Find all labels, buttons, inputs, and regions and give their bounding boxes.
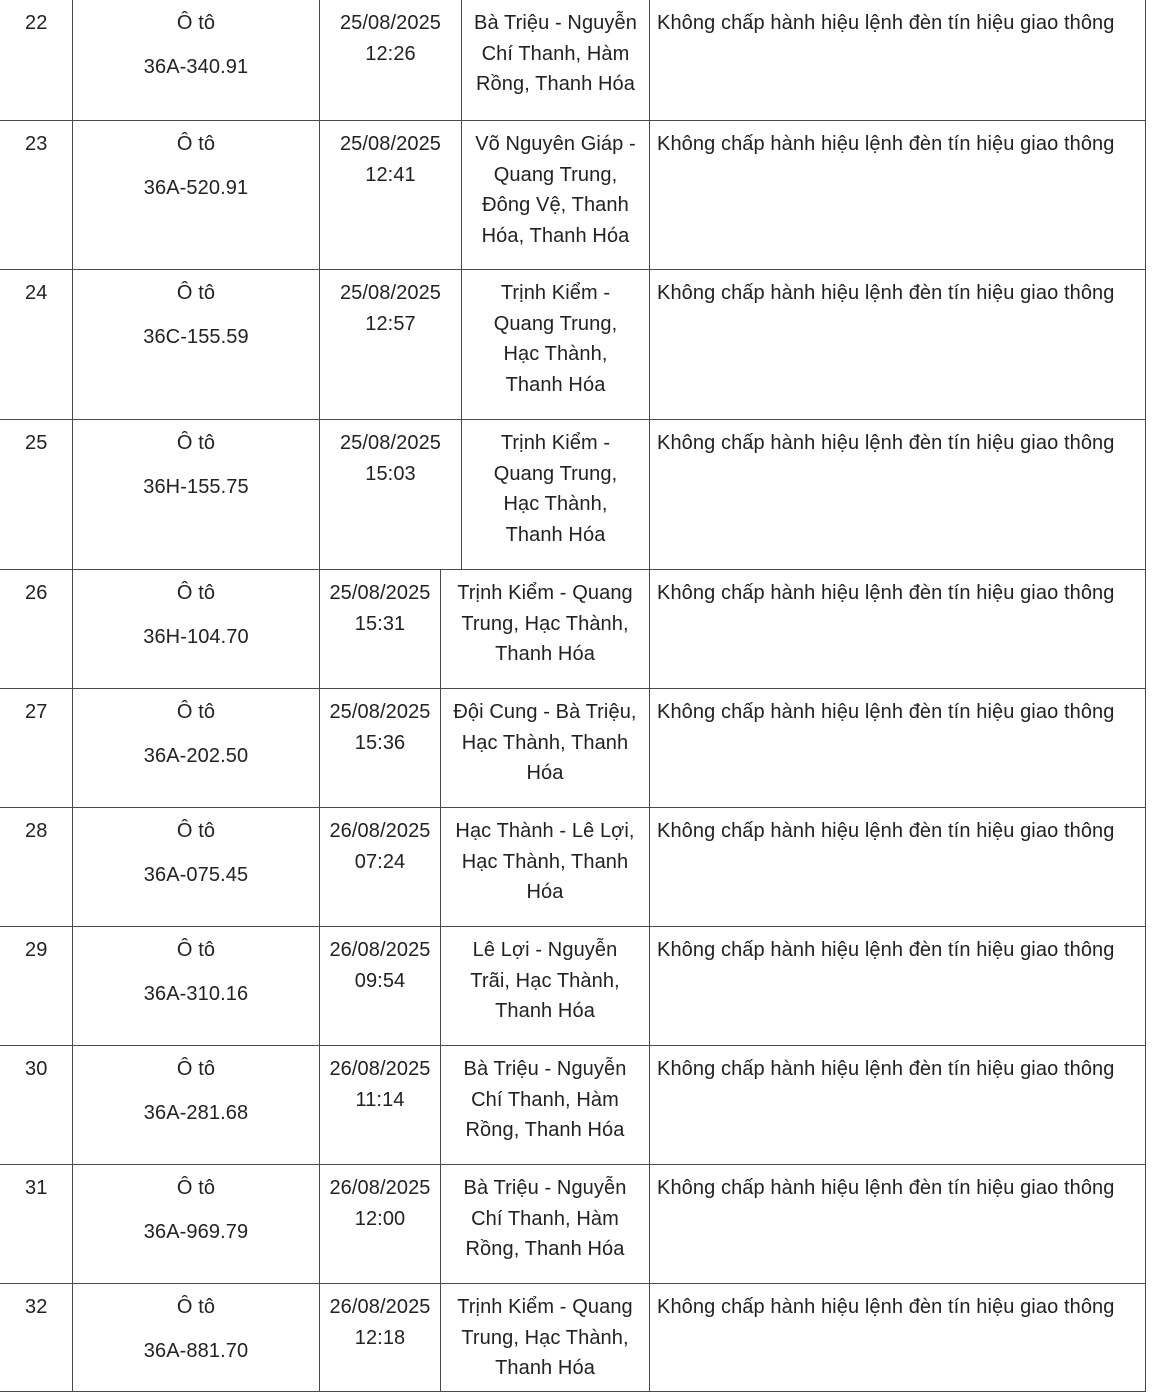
location-line: Rồng, Thanh Hóa xyxy=(475,73,636,95)
violation-time: 11:14 xyxy=(355,1088,405,1111)
table-row xyxy=(0,1046,1146,1165)
location-line: Rồng, Thanh Hóa xyxy=(465,1119,625,1141)
location-cell xyxy=(440,1165,649,1283)
location-line: Rồng, Thanh Hóa xyxy=(465,1238,625,1260)
violation-time: 15:36 xyxy=(354,731,406,754)
stt-cell xyxy=(0,1284,72,1391)
violation-text: Không chấp hành hiệu lệnh đèn tín hiệu giao thông xyxy=(657,701,1115,723)
stt-cell xyxy=(0,689,72,807)
location-line: Lê Lợi - Nguyễn xyxy=(472,939,618,961)
violation-cell xyxy=(649,420,1146,569)
vehicle-type: Ô tô xyxy=(176,282,216,304)
vehicle-cell xyxy=(72,570,319,688)
time-cell xyxy=(319,1046,440,1164)
row-number: 22 xyxy=(25,12,48,34)
vehicle-cell xyxy=(72,121,319,269)
table-right-border xyxy=(1145,420,1146,569)
time-cell xyxy=(319,1165,440,1283)
violation-time: 12:00 xyxy=(354,1207,406,1230)
license-plate: 36A-202.50 xyxy=(143,744,249,767)
license-plate: 36A-310.16 xyxy=(143,982,249,1005)
location-line: Trãi, Hạc Thành, xyxy=(470,969,620,992)
vehicle-cell xyxy=(72,270,319,419)
vehicle-cell xyxy=(72,420,319,569)
time-cell xyxy=(319,927,440,1045)
violation-time: 12:26 xyxy=(365,42,416,65)
violation-text: Không chấp hành hiệu lệnh đèn tín hiệu giao thông xyxy=(657,582,1115,604)
row-number: 23 xyxy=(25,133,48,155)
time-cell xyxy=(319,570,440,688)
location-line: Trung, Hạc Thành, xyxy=(461,612,629,635)
stt-cell xyxy=(0,1046,72,1164)
location-cell xyxy=(440,1284,649,1391)
license-plate: 36C-155.59 xyxy=(143,325,249,348)
table-row xyxy=(0,270,1146,420)
table-row xyxy=(0,1165,1146,1284)
license-plate: 36A-281.68 xyxy=(143,1101,249,1124)
location-line: Quang Trung, xyxy=(493,312,618,335)
location-line: Đội Cung - Bà Triệu, xyxy=(453,701,637,723)
stt-cell xyxy=(0,570,72,688)
license-plate: 36A-075.45 xyxy=(143,863,249,886)
license-plate: 36A-340.91 xyxy=(143,55,249,78)
violation-text: Không chấp hành hiệu lệnh đèn tín hiệu giao thông xyxy=(657,1177,1115,1199)
stt-cell xyxy=(0,927,72,1045)
row-number: 27 xyxy=(25,701,48,723)
vehicle-type: Ô tô xyxy=(176,432,216,454)
violation-text: Không chấp hành hiệu lệnh đèn tín hiệu giao thông xyxy=(657,1296,1115,1318)
location-line: Hóa xyxy=(526,762,564,784)
row-number: 29 xyxy=(25,939,48,961)
violation-date: 25/08/2025 xyxy=(339,12,442,34)
row-number: 31 xyxy=(25,1177,48,1199)
violation-cell xyxy=(649,121,1146,269)
violation-cell xyxy=(649,927,1146,1045)
violation-text: Không chấp hành hiệu lệnh đèn tín hiệu giao thông xyxy=(657,820,1115,842)
stt-cell xyxy=(0,121,72,269)
table-right-border xyxy=(1145,927,1146,1045)
vehicle-type: Ô tô xyxy=(176,1058,216,1080)
location-line: Trịnh Kiểm - xyxy=(500,282,611,304)
table-right-border xyxy=(1145,570,1146,688)
location-cell xyxy=(461,420,649,569)
license-plate: 36A-969.79 xyxy=(143,1220,249,1243)
violation-time: 12:57 xyxy=(365,312,416,335)
violation-cell xyxy=(649,808,1146,926)
stt-cell xyxy=(0,1165,72,1283)
table-right-border xyxy=(1145,121,1146,269)
time-cell xyxy=(319,270,461,419)
table-row xyxy=(0,570,1146,689)
location-line: Bà Triệu - Nguyễn xyxy=(463,1177,627,1199)
license-plate: 36H-104.70 xyxy=(143,625,249,648)
vehicle-cell xyxy=(72,1165,319,1283)
location-cell xyxy=(440,689,649,807)
violation-text: Không chấp hành hiệu lệnh đèn tín hiệu giao thông xyxy=(657,939,1115,961)
row-number: 26 xyxy=(25,582,48,604)
row-number: 30 xyxy=(25,1058,48,1080)
location-line: Trung, Hạc Thành, xyxy=(461,1326,629,1349)
time-cell xyxy=(319,1284,440,1391)
vehicle-cell xyxy=(72,927,319,1045)
table-right-border xyxy=(1145,689,1146,807)
violation-cell xyxy=(649,0,1146,120)
vehicle-type: Ô tô xyxy=(176,582,216,604)
table-row xyxy=(0,420,1146,570)
vehicle-type: Ô tô xyxy=(176,701,216,723)
table-row xyxy=(0,0,1146,121)
violation-date: 26/08/2025 xyxy=(329,1058,431,1080)
location-line: Hạc Thành, Thanh xyxy=(461,731,629,754)
vehicle-type: Ô tô xyxy=(176,1177,216,1199)
location-line: Thanh Hóa xyxy=(505,373,606,396)
table-row xyxy=(0,808,1146,927)
table-row xyxy=(0,1284,1146,1392)
location-line: Trịnh Kiểm - xyxy=(500,432,611,454)
violation-cell xyxy=(649,270,1146,419)
vehicle-type: Ô tô xyxy=(176,12,216,34)
location-cell xyxy=(440,808,649,926)
stt-cell xyxy=(0,0,72,120)
violation-cell xyxy=(649,1165,1146,1283)
violation-cell xyxy=(649,1046,1146,1164)
time-cell xyxy=(319,121,461,269)
table-right-border xyxy=(1145,270,1146,419)
license-plate: 36H-155.75 xyxy=(143,475,249,498)
vehicle-cell xyxy=(72,1284,319,1391)
vehicle-cell xyxy=(72,808,319,926)
location-line: Bà Triệu - Nguyễn xyxy=(474,12,637,34)
stt-cell xyxy=(0,270,72,419)
location-line: Thanh Hóa xyxy=(505,523,606,546)
violation-date: 25/08/2025 xyxy=(339,432,442,454)
violation-date: 25/08/2025 xyxy=(329,701,431,723)
table-right-border xyxy=(1145,0,1146,120)
vehicle-type: Ô tô xyxy=(176,939,216,961)
table-row xyxy=(0,121,1146,270)
location-line: Trịnh Kiểm - Quang xyxy=(457,1296,633,1318)
time-cell xyxy=(319,689,440,807)
location-line: Thanh Hóa xyxy=(495,1000,595,1022)
location-line: Đông Vệ, Thanh xyxy=(482,194,629,216)
location-line: Hạc Thành, Thanh xyxy=(461,850,629,873)
violation-date: 26/08/2025 xyxy=(329,939,431,961)
location-line: Võ Nguyên Giáp - xyxy=(475,133,636,155)
row-number: 28 xyxy=(25,820,48,842)
violation-text: Không chấp hành hiệu lệnh đèn tín hiệu giao thông xyxy=(657,12,1115,34)
violation-cell xyxy=(649,570,1146,688)
location-cell xyxy=(440,1046,649,1164)
violation-cell xyxy=(649,1284,1146,1391)
location-line: Chí Thanh, Hàm xyxy=(471,1088,619,1111)
violation-time: 12:41 xyxy=(365,163,416,186)
violation-time: 12:18 xyxy=(354,1326,406,1349)
table-right-border xyxy=(1145,1046,1146,1164)
violation-text: Không chấp hành hiệu lệnh đèn tín hiệu giao thông xyxy=(657,1058,1115,1080)
location-line: Hạc Thành - Lê Lợi, xyxy=(455,820,635,842)
violation-text: Không chấp hành hiệu lệnh đèn tín hiệu giao thông xyxy=(657,432,1115,454)
violation-time: 15:03 xyxy=(365,462,416,485)
violation-time: 09:54 xyxy=(354,969,406,992)
time-cell xyxy=(319,420,461,569)
location-line: Thanh Hóa xyxy=(495,1357,595,1379)
row-number: 25 xyxy=(25,432,48,454)
location-line: Thanh Hóa xyxy=(495,643,595,665)
location-cell xyxy=(461,270,649,419)
location-line: Chí Thanh, Hàm xyxy=(471,1207,619,1230)
violation-time: 15:31 xyxy=(354,612,406,635)
license-plate: 36A-881.70 xyxy=(143,1339,249,1362)
stt-cell xyxy=(0,420,72,569)
violation-text: Không chấp hành hiệu lệnh đèn tín hiệu giao thông xyxy=(657,133,1115,155)
location-line: Hạc Thành, xyxy=(503,343,608,365)
violation-date: 25/08/2025 xyxy=(329,582,431,604)
location-line: Hạc Thành, xyxy=(503,493,608,515)
table-right-border xyxy=(1145,808,1146,926)
row-number: 32 xyxy=(25,1296,48,1318)
license-plate: 36A-520.91 xyxy=(143,176,249,199)
time-cell xyxy=(319,0,461,120)
table-row xyxy=(0,689,1146,808)
vehicle-type: Ô tô xyxy=(176,1296,216,1318)
time-cell xyxy=(319,808,440,926)
violation-date: 25/08/2025 xyxy=(339,133,442,155)
violation-date: 26/08/2025 xyxy=(329,1296,431,1318)
vehicle-type: Ô tô xyxy=(176,820,216,842)
location-line: Quang Trung, xyxy=(493,462,618,485)
table-row xyxy=(0,927,1146,1046)
location-line: Hóa, Thanh Hóa xyxy=(481,224,630,247)
location-cell xyxy=(461,0,649,120)
violation-date: 26/08/2025 xyxy=(329,820,431,842)
table-right-border xyxy=(1145,1165,1146,1283)
table-right-border xyxy=(1145,1284,1146,1391)
violation-date: 25/08/2025 xyxy=(339,282,442,304)
violation-date: 26/08/2025 xyxy=(329,1177,431,1199)
location-line: Trịnh Kiểm - Quang xyxy=(457,582,633,604)
violation-time: 07:24 xyxy=(354,850,406,873)
location-line: Quang Trung, xyxy=(493,163,618,186)
location-cell xyxy=(461,121,649,269)
violation-cell xyxy=(649,689,1146,807)
row-number: 24 xyxy=(25,282,48,304)
location-cell xyxy=(440,927,649,1045)
vehicle-type: Ô tô xyxy=(176,133,216,155)
vehicle-cell xyxy=(72,1046,319,1164)
vehicle-cell xyxy=(72,0,319,120)
stt-cell xyxy=(0,808,72,926)
location-line: Bà Triệu - Nguyễn xyxy=(463,1058,627,1080)
location-line: Hóa xyxy=(526,881,564,903)
location-line: Chí Thanh, Hàm xyxy=(481,42,630,65)
location-cell xyxy=(440,570,649,688)
violation-text: Không chấp hành hiệu lệnh đèn tín hiệu giao thông xyxy=(657,282,1115,304)
vehicle-cell xyxy=(72,689,319,807)
